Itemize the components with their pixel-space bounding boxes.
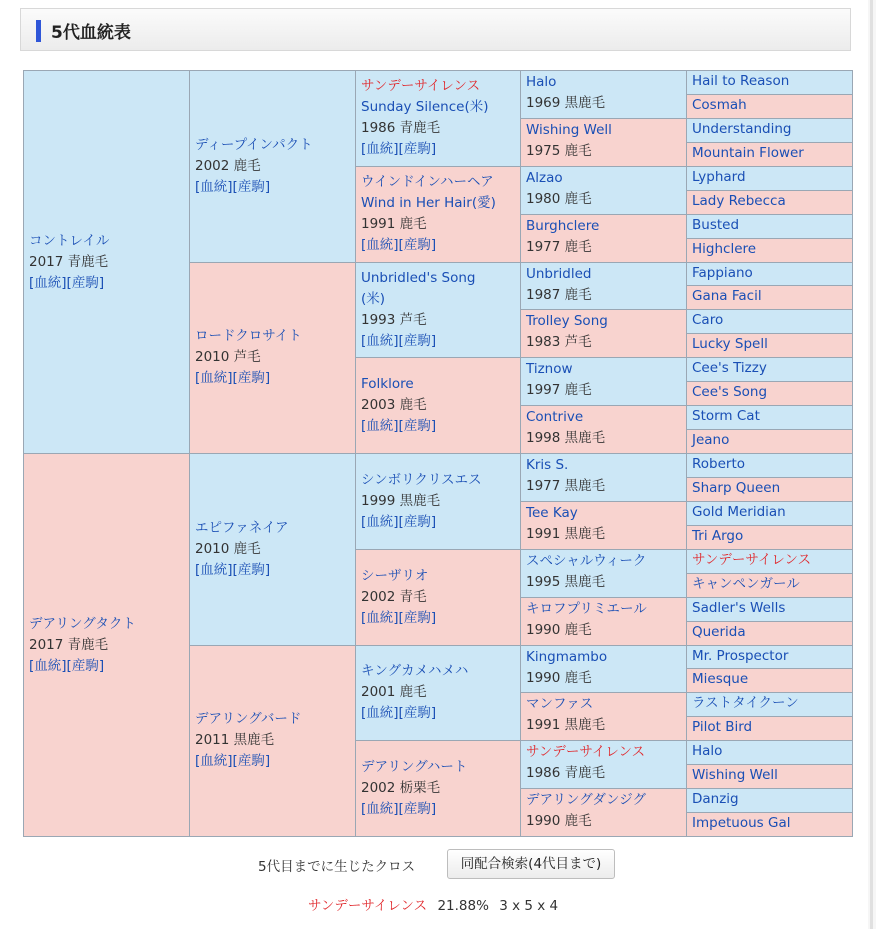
horse-name-link[interactable]: Roberto [692,456,746,472]
horse-info: 2011 黒鹿毛 [195,732,275,749]
pedigree-cell-gen4 [520,549,687,598]
pedigree-link[interactable]: [血統] [361,332,399,349]
pedigree-cell-gen2 [189,262,356,455]
horse-info: 1990 鹿毛 [526,813,592,830]
pedigree-cell-gen5 [686,549,853,574]
horse-name-link[interactable]: Storm Cat [692,408,760,425]
horse-name-link[interactable]: Trolley Song [526,313,608,330]
horse-name-link[interactable]: Lady Rebecca [692,192,786,209]
horse-name-link[interactable]: キャンペンガール [692,575,800,592]
horse-name-link[interactable]: Cee's Song [692,384,768,401]
pedigree-cell-gen3 [355,166,521,263]
scrollbar[interactable] [868,0,876,929]
pedigree-cell-gen3 [355,549,521,646]
pedigree-cell-gen5 [686,190,853,215]
horse-name-link[interactable]: Danzig [692,791,739,808]
horse-name-link[interactable]: デアリングタクト [29,615,136,632]
pedigree-cell-gen4 [520,501,687,550]
horse-info: 1977 鹿毛 [526,238,592,255]
horse-info: 1986 青鹿毛 [361,120,441,137]
horse-name-link[interactable]: Understanding [692,120,792,137]
horse-info: 1987 鹿毛 [526,286,592,303]
pedigree-cell-gen5 [686,166,853,191]
pedigree-link[interactable]: [血統] [195,753,233,770]
horse-links [361,703,515,724]
pedigree-link[interactable]: [血統] [361,418,399,435]
horse-name-link[interactable]: シーザリオ [361,567,429,584]
pedigree-cell-gen4 [520,453,687,502]
horse-name-link[interactable]: Pilot Bird [692,719,753,736]
horse-name-link[interactable]: Burghclere [526,217,600,234]
horse-name-link[interactable]: Halo [526,74,557,90]
horse-info: 2003 鹿毛 [361,397,427,414]
horse-name-link[interactable]: ディープインパクト [195,136,313,153]
pedigree-cell-gen5 [686,525,853,550]
pedigree-cell-gen5 [686,573,853,598]
horse-name-link[interactable]: Mr. Prospector [692,647,789,664]
pedigree-cell-gen4 [520,70,687,119]
pedigree-link[interactable]: [血統] [195,370,233,387]
pedigree-link[interactable]: [血統] [361,513,399,530]
horse-info: 1991 黒鹿毛 [526,717,606,734]
pedigree-link[interactable]: [血統] [361,237,399,254]
horse-links [361,799,515,820]
horse-name-link[interactable]: Mountain Flower [692,144,804,161]
horse-name-link[interactable]: マンファス [526,696,594,713]
horse-info: 2002 青毛 [361,588,427,605]
offspring-link[interactable]: [産駒] [398,513,437,530]
horse-links [195,751,350,772]
pedigree-cell-gen3 [355,70,521,167]
section-title: 5代血統表 [51,23,131,43]
offspring-link[interactable]: [産駒] [232,561,271,578]
horse-info: 1983 芦毛 [526,334,592,351]
horse-name-link[interactable]: ロードクロサイト [195,328,302,345]
pedigree-cell-gen4 [520,692,687,741]
pedigree-cell-gen5 [686,285,853,310]
horse-name-link[interactable]: キロフプリミエール [526,600,647,617]
pedigree-cell-gen5 [686,645,853,670]
pedigree-link[interactable]: [血統] [29,274,67,291]
cross-percent: 21.88% [437,898,489,914]
pedigree-cell-gen4 [520,118,687,167]
pedigree-cell-gen4 [520,309,687,358]
offspring-link[interactable]: [産駒] [398,418,437,435]
pedigree-cell-gen5 [686,453,853,478]
offspring-link[interactable]: [産駒] [398,705,437,722]
same-mating-search-button[interactable]: 同配合検索(4代目まで) [447,849,615,879]
horse-info: 2010 芦毛 [195,349,261,366]
horse-info: 2001 鹿毛 [361,684,427,701]
horse-name-link[interactable]: Unbridled [526,265,592,282]
horse-name-link[interactable]: Caro [692,312,724,329]
horse-name-en-link[interactable]: Wind in Her Hair(愛) [361,195,496,212]
pedigree-cell-gen4 [520,597,687,646]
horse-name-link[interactable]: シンボリクリスエス [361,471,482,488]
pedigree-cell-gen4 [520,740,687,789]
pedigree-cell-gen5 [686,70,853,95]
horse-links [195,560,350,581]
pedigree-cell-gen5 [686,692,853,717]
pedigree-cell-gen5 [686,501,853,526]
scrollbar-thumb[interactable] [870,0,873,929]
horse-name-link[interactable]: ラストタイクーン [692,695,799,712]
pedigree-link[interactable]: [血統] [361,705,399,722]
pedigree-cell-gen5 [686,214,853,239]
horse-links [361,235,515,256]
pedigree-cell-gen5 [686,381,853,406]
pedigree-cell-gen4 [520,166,687,215]
pedigree-cell-gen5 [686,405,853,430]
horse-info: 1975 鹿毛 [526,142,592,159]
offspring-link[interactable]: [産駒] [232,178,271,195]
horse-name-link[interactable]: Hail to Reason [692,73,790,89]
horse-name-link[interactable]: サンデーサイレンス [361,78,481,95]
pedigree-cell-gen3 [355,262,521,359]
horse-name-link[interactable]: コントレイル [29,232,110,249]
pedigree-link[interactable]: [血統] [195,178,233,195]
horse-name-en-link[interactable]: (米) [361,290,386,307]
horse-name-link[interactable]: Lyphard [692,168,746,185]
pedigree-cell-gen1 [23,70,190,454]
horse-name-link[interactable]: Miesque [692,671,749,688]
horse-name-link[interactable]: ウインドインハーヘア [361,174,494,191]
pedigree-cell-gen5 [686,118,853,143]
pedigree-cell-gen5 [686,333,853,358]
pedigree-link[interactable]: [血統] [195,561,233,578]
horse-links [361,608,515,629]
cross-horse-link[interactable]: サンデーサイレンス [308,898,428,914]
horse-name-link[interactable]: デアリングハート [361,759,468,776]
offspring-link[interactable]: [産駒] [398,237,437,254]
pedigree-cell-gen1 [23,453,190,837]
pedigree-cell-gen5 [686,716,853,741]
horse-info: 1995 黒鹿毛 [526,573,606,590]
pedigree-cell-gen5 [686,477,853,502]
pedigree-cell-gen5 [686,764,853,789]
horse-links [195,368,350,389]
horse-name-link[interactable]: デアリングダンジグ [526,792,646,809]
horse-info: 1997 鹿毛 [526,382,592,399]
horse-name-link[interactable]: Folklore [361,376,414,393]
pedigree-link[interactable]: [血統] [29,657,67,674]
pedigree-cell-gen5 [686,621,853,646]
horse-links [361,331,515,352]
horse-name-link[interactable]: スペシャルウィーク [526,552,647,569]
pedigree-link[interactable]: [血統] [361,141,399,158]
horse-info: 1991 黒鹿毛 [526,525,606,542]
horse-name-link[interactable]: Highclere [692,240,757,257]
horse-name-link[interactable]: Wishing Well [526,121,612,138]
horse-name-link[interactable]: Cosmah [692,96,747,113]
horse-name-link[interactable]: Lucky Spell [692,336,768,353]
horse-name-link[interactable]: Halo [692,743,723,760]
pedigree-cell-gen2 [189,453,356,646]
horse-info: 2017 青鹿毛 [29,253,109,270]
horse-links [29,273,184,294]
horse-name-link[interactable]: Wishing Well [692,767,778,784]
pedigree-cell-gen5 [686,262,853,287]
pedigree-cell-gen5 [686,429,853,454]
horse-info: 1986 青鹿毛 [526,765,606,782]
pedigree-cell-gen5 [686,788,853,813]
cross-result [308,894,558,914]
pedigree-cell-gen5 [686,142,853,167]
horse-name-link[interactable]: Jeano [692,432,730,449]
horse-info: 2010 鹿毛 [195,540,261,557]
horse-info: 2002 栃栗毛 [361,780,441,797]
horse-name-link[interactable]: Alzao [526,169,563,186]
horse-name-link[interactable]: Impetuous Gal [692,815,791,832]
horse-name-en-link[interactable]: Sunday Silence(米) [361,99,489,116]
cross-label: 5代目までに生じたクロス [258,859,416,875]
pedigree-cell-gen5 [686,668,853,693]
horse-info: 1993 芦毛 [361,311,427,328]
pedigree-cell-gen4 [520,645,687,694]
offspring-link[interactable]: [産駒] [398,801,437,818]
horse-links [361,416,515,437]
pedigree-cell-gen5 [686,357,853,382]
horse-info: 1990 鹿毛 [526,621,592,638]
pedigree-cell-gen5 [686,597,853,622]
pedigree-cell-gen3 [355,357,521,454]
horse-links [361,139,515,160]
horse-info: 1999 黒鹿毛 [361,492,441,509]
horse-name-link[interactable]: エピファネイア [195,519,289,536]
horse-name-link[interactable]: Kingmambo [526,648,608,665]
pedigree-cell-gen3 [355,453,521,550]
cross-pattern: 3 x 5 x 4 [499,898,559,914]
horse-name-link[interactable]: Querida [692,623,746,640]
horse-name-link[interactable]: Sadler's Wells [692,599,786,616]
horse-info: 2002 鹿毛 [195,157,261,174]
pedigree-cell-gen4 [520,214,687,263]
offspring-link[interactable]: [産駒] [66,657,105,674]
offspring-link[interactable]: [産駒] [398,609,437,626]
offspring-link[interactable]: [産駒] [398,141,437,158]
horse-links [361,512,515,533]
pedigree-cell-gen5 [686,309,853,334]
pedigree-cell-gen4 [520,262,687,311]
pedigree-cell-gen4 [520,357,687,406]
horse-info: 1991 鹿毛 [361,216,427,233]
horse-name-link[interactable]: Tiznow [526,361,573,378]
pedigree-link[interactable]: [血統] [361,609,399,626]
horse-info: 1969 黒鹿毛 [526,95,606,111]
horse-name-link[interactable]: Tee Kay [526,504,578,521]
pedigree-cell-gen5 [686,812,853,837]
pedigree-cell-gen5 [686,94,853,119]
horse-name-link[interactable]: Contrive [526,409,584,426]
horse-name-link[interactable]: サンデーサイレンス [526,744,646,761]
horse-name-link[interactable]: キングカメハメハ [361,663,469,680]
pedigree-cell-gen4 [520,405,687,454]
horse-name-link[interactable]: Kris S. [526,457,569,473]
horse-info: 1990 鹿毛 [526,669,592,686]
pedigree-cell-gen5 [686,238,853,263]
offspring-link[interactable]: [産駒] [232,753,271,770]
horse-name-link[interactable]: Sharp Queen [692,479,781,496]
horse-links [29,656,184,677]
horse-links [195,177,350,198]
horse-info: 1977 黒鹿毛 [526,478,606,494]
horse-name-link[interactable]: Cee's Tizzy [692,360,767,377]
horse-name-link[interactable]: Unbridled's Song [361,269,476,286]
pedigree-cell-gen2 [189,645,356,838]
offspring-link[interactable]: [産駒] [232,370,271,387]
horse-name-link[interactable]: Busted [692,216,740,233]
pedigree-cell-gen3 [355,740,521,837]
horse-name-link[interactable]: Tri Argo [692,527,744,544]
offspring-link[interactable]: [産駒] [398,332,437,349]
horse-name-link[interactable]: Gold Meridian [692,503,786,520]
horse-name-link[interactable]: Gana Facil [692,288,762,305]
horse-info: 1998 黒鹿毛 [526,430,606,447]
pedigree-link[interactable]: [血統] [361,801,399,818]
horse-info: 2017 青鹿毛 [29,636,109,653]
offspring-link[interactable]: [産駒] [66,274,105,291]
horse-info: 1980 鹿毛 [526,190,592,207]
pedigree-cell-gen5 [686,740,853,765]
pedigree-cell-gen3 [355,645,521,742]
pedigree-cell-gen2 [189,70,356,263]
pedigree-cell-gen4 [520,788,687,837]
horse-name-link[interactable]: Fappiano [692,264,753,281]
horse-name-link[interactable]: デアリングバード [195,711,302,728]
horse-name-link[interactable]: サンデーサイレンス [692,551,812,568]
